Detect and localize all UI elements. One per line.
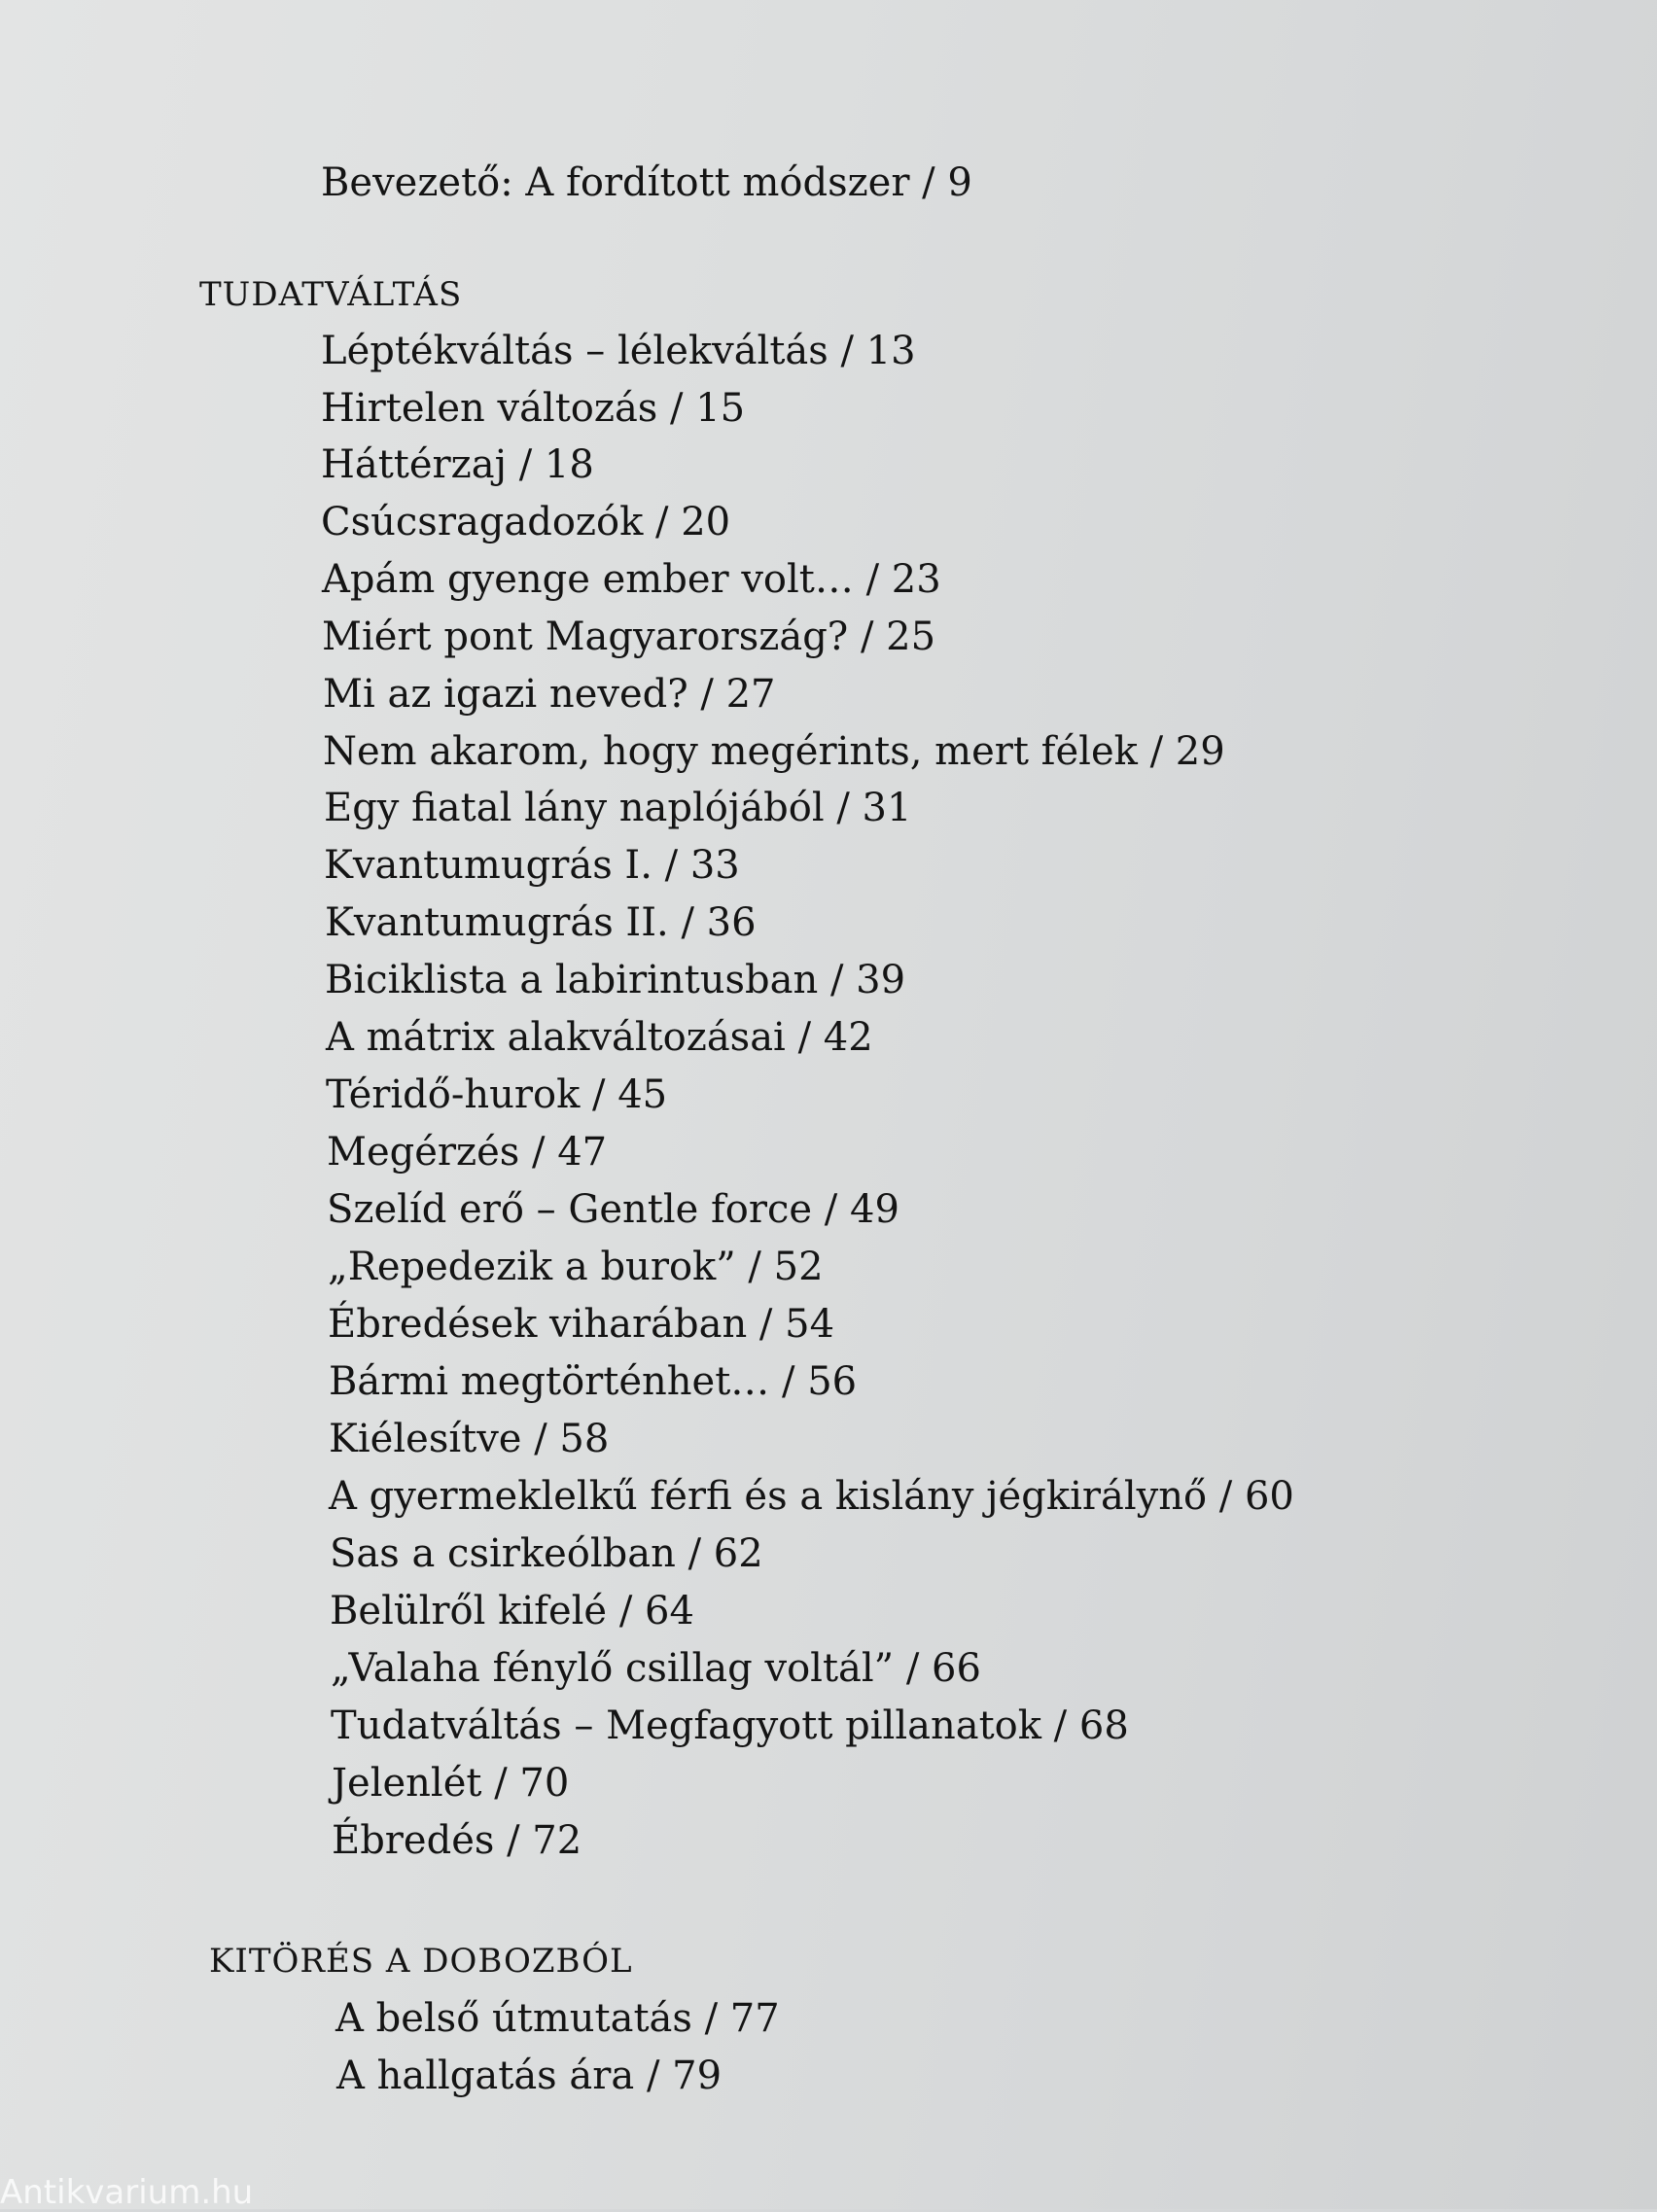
- toc-entry: Biciklista a labirintusban / 39: [325, 958, 906, 1002]
- section-title-tudatvaltas: TUDATVÁLTÁS: [199, 275, 463, 314]
- toc-entry: A gyermeklelkű férfi és a kislány jégkirálynő / 60: [329, 1474, 1294, 1519]
- toc-entry: Ébredések viharában / 54: [328, 1302, 835, 1347]
- toc-entry: Kiélesítve / 58: [329, 1417, 610, 1461]
- toc-entry: Téridő-hurok / 45: [326, 1072, 668, 1117]
- toc-entry: Nem akarom, hogy megérints, mert félek / 29: [323, 729, 1225, 774]
- toc-intro-entry: Bevezető: A fordított módszer / 9: [321, 160, 972, 205]
- toc-entry: Ébredés / 72: [332, 1818, 582, 1863]
- toc-entry: Hirtelen változás / 15: [321, 386, 746, 431]
- toc-entry: Kvantumugrás II. / 36: [325, 900, 757, 945]
- toc-entry: Sas a csirkeólban / 62: [330, 1531, 763, 1576]
- toc-entry: Mi az igazi neved? / 27: [323, 672, 776, 717]
- watermark: Antikvarium.hu: [0, 2173, 254, 2212]
- toc-entry: „Repedezik a burok” / 52: [328, 1245, 824, 1289]
- toc-entry: Jelenlét / 70: [332, 1761, 570, 1806]
- toc-entry: Kvantumugrás I. / 33: [324, 843, 740, 888]
- toc-entry: Háttérzaj / 18: [321, 442, 594, 487]
- toc-entry: A hallgatás ára / 79: [336, 2054, 723, 2098]
- toc-entry: Egy fiatal lány naplójából / 31: [324, 786, 912, 830]
- toc-entry: A mátrix alakváltozásai / 42: [326, 1015, 873, 1060]
- toc-entry: „Valaha fénylő csillag voltál” / 66: [331, 1646, 981, 1691]
- toc-entry: Léptékváltás – lélekváltás / 13: [321, 329, 916, 373]
- toc-entry: Megérzés / 47: [327, 1130, 608, 1175]
- toc-entry: Miért pont Magyarország? / 25: [322, 614, 936, 659]
- toc-entry: Belülről kifelé / 64: [330, 1589, 694, 1633]
- toc-entry: Tudatváltás – Megfagyott pillanatok / 68: [331, 1703, 1129, 1748]
- toc-entry: Bármi megtörténhet… / 56: [329, 1359, 858, 1404]
- section-title-kitores-a-dobozbol: KITÖRÉS A DOBOZBÓL: [209, 1942, 633, 1981]
- toc-entry: Szelíd erő – Gentle force / 49: [327, 1187, 899, 1232]
- toc-entry: A belső útmutatás / 77: [335, 1996, 780, 2041]
- toc-entry: Csúcsragadozók / 20: [321, 500, 731, 544]
- toc-entry: Apám gyenge ember volt… / 23: [322, 557, 941, 602]
